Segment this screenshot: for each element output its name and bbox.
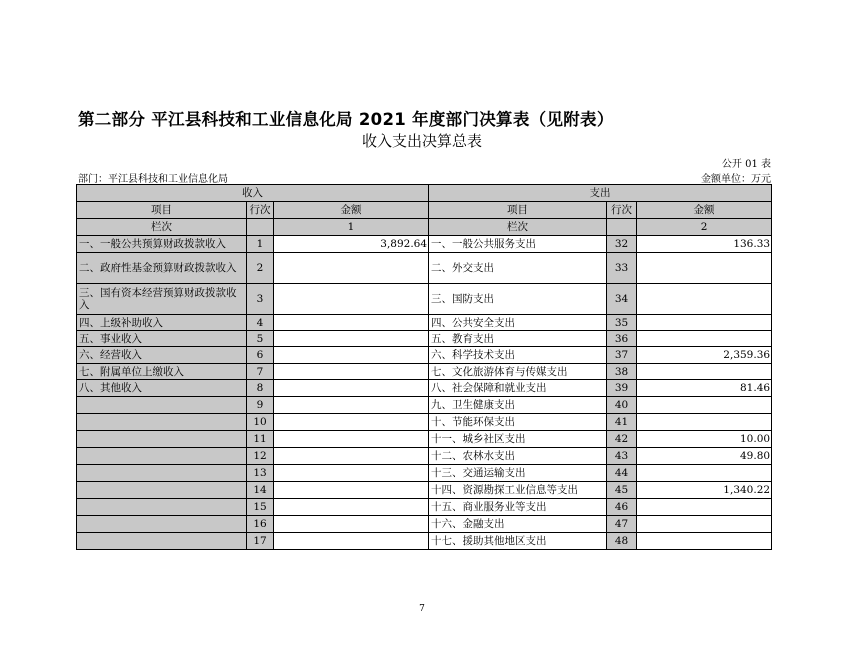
table-row (77, 347, 772, 364)
income-rowno-header: 行次 (247, 202, 274, 219)
income-amount (274, 397, 429, 414)
income-item (77, 499, 247, 516)
income-item: 四、上级补助收入 (77, 315, 247, 331)
expense-amount: 2,359.36 (637, 347, 772, 364)
table-row (77, 331, 772, 347)
expense-amount: 1,340.22 (637, 482, 772, 499)
income-row-number: 2 (247, 253, 274, 284)
income-amount (274, 516, 429, 533)
page-title: 第二部分 平江县科技和工业信息化局 2021 年度部门决算表（见附表） (78, 110, 614, 129)
unit-label: 金额单位：万元 (701, 174, 771, 185)
income-row-number: 11 (247, 431, 274, 448)
expense-row-number: 35 (607, 315, 637, 331)
income-item (77, 533, 247, 550)
expense-row-number: 47 (607, 516, 637, 533)
expense-item: 十六、金融支出 (429, 516, 607, 533)
income-row-number: 3 (247, 284, 274, 315)
table-row (77, 284, 772, 315)
income-amount (274, 380, 429, 397)
income-amount: 3,892.64 (274, 236, 429, 253)
expense-amount (637, 516, 772, 533)
income-item: 三、国有资本经营预算财政拨款收入 (77, 284, 247, 315)
table-row (77, 236, 772, 253)
expense-item: 七、文化旅游体育与传媒支出 (429, 364, 607, 380)
income-amount (274, 448, 429, 465)
table-row (77, 533, 772, 550)
table-row (77, 499, 772, 516)
expense-row-number: 41 (607, 414, 637, 431)
income-row-number: 4 (247, 315, 274, 331)
expense-row-number: 42 (607, 431, 637, 448)
income-amount (274, 284, 429, 315)
income-column-number: 1 (274, 219, 429, 236)
expense-row-number: 44 (607, 465, 637, 482)
income-row-number: 10 (247, 414, 274, 431)
expense-item: 二、外交支出 (429, 253, 607, 284)
expense-amount: 136.33 (637, 236, 772, 253)
expense-amount: 49.80 (637, 448, 772, 465)
section-header-row (77, 185, 772, 202)
income-row-number: 17 (247, 533, 274, 550)
table-row (77, 516, 772, 533)
expense-item: 十一、城乡社区支出 (429, 431, 607, 448)
table-row (77, 364, 772, 380)
income-row-number: 16 (247, 516, 274, 533)
income-item: 八、其他收入 (77, 380, 247, 397)
income-amount-header: 金额 (274, 202, 429, 219)
income-item (77, 516, 247, 533)
income-row-number: 1 (247, 236, 274, 253)
expense-row-number: 48 (607, 533, 637, 550)
expense-row-number: 45 (607, 482, 637, 499)
income-row-number: 5 (247, 331, 274, 347)
expense-item: 十四、资源勘探工业信息等支出 (429, 482, 607, 499)
expense-column-blank (607, 219, 637, 236)
income-amount (274, 465, 429, 482)
expense-amount (637, 465, 772, 482)
income-row-number: 15 (247, 499, 274, 516)
expense-amount: 10.00 (637, 431, 772, 448)
table-row (77, 414, 772, 431)
expense-amount (637, 397, 772, 414)
income-item (77, 448, 247, 465)
income-column-blank (247, 219, 274, 236)
income-item (77, 414, 247, 431)
expense-item-header: 项目 (429, 202, 607, 219)
table-row (77, 315, 772, 331)
income-amount (274, 533, 429, 550)
income-header: 收入 (77, 185, 429, 202)
income-item: 二、政府性基金预算财政拨款收入 (77, 253, 247, 284)
expense-amount-header: 金额 (637, 202, 772, 219)
income-item (77, 397, 247, 414)
expense-item: 三、国防支出 (429, 284, 607, 315)
expense-amount (637, 364, 772, 380)
table-row (77, 253, 772, 284)
expense-item: 十三、交通运输支出 (429, 465, 607, 482)
table-row (77, 380, 772, 397)
expense-row-number: 40 (607, 397, 637, 414)
expense-amount (637, 331, 772, 347)
expense-item: 四、公共安全支出 (429, 315, 607, 331)
expense-amount (637, 533, 772, 550)
expense-column-label: 栏次 (429, 219, 607, 236)
expense-column-number: 2 (637, 219, 772, 236)
income-column-label: 栏次 (77, 219, 247, 236)
expense-item: 十七、援助其他地区支出 (429, 533, 607, 550)
income-item-header: 项目 (77, 202, 247, 219)
income-amount (274, 499, 429, 516)
expense-item: 十五、商业服务业等支出 (429, 499, 607, 516)
expense-row-number: 36 (607, 331, 637, 347)
expense-item: 十二、农林水支出 (429, 448, 607, 465)
expense-item: 六、科学技术支出 (429, 347, 607, 364)
income-row-number: 8 (247, 380, 274, 397)
table-title: 收入支出决算总表 (361, 132, 482, 150)
expense-row-number: 39 (607, 380, 637, 397)
income-amount (274, 253, 429, 284)
income-item (77, 431, 247, 448)
table-row (77, 397, 772, 414)
income-item: 五、事业收入 (77, 331, 247, 347)
expense-item: 一、一般公共服务支出 (429, 236, 607, 253)
expense-item: 十、节能环保支出 (429, 414, 607, 431)
income-item: 一、一般公共预算财政拨款收入 (77, 236, 247, 253)
income-row-number: 7 (247, 364, 274, 380)
income-amount (274, 431, 429, 448)
income-row-number: 14 (247, 482, 274, 499)
income-amount (274, 364, 429, 380)
table-row (77, 465, 772, 482)
expense-row-number: 46 (607, 499, 637, 516)
income-amount (274, 331, 429, 347)
page-number: 7 (419, 604, 425, 614)
expense-amount (637, 315, 772, 331)
summary-table (76, 184, 772, 550)
income-row-number: 6 (247, 347, 274, 364)
income-amount (274, 414, 429, 431)
column-header-row (77, 202, 772, 219)
income-item (77, 482, 247, 499)
form-code: 公开 01 表 (721, 159, 771, 170)
table-row (77, 431, 772, 448)
expense-amount (637, 499, 772, 516)
expense-rowno-header: 行次 (607, 202, 637, 219)
expense-row-number: 43 (607, 448, 637, 465)
column-number-row (77, 219, 772, 236)
expense-row-number: 38 (607, 364, 637, 380)
income-item (77, 465, 247, 482)
income-item: 七、附属单位上缴收入 (77, 364, 247, 380)
expense-row-number: 37 (607, 347, 637, 364)
income-row-number: 12 (247, 448, 274, 465)
expense-amount (637, 414, 772, 431)
expense-row-number: 34 (607, 284, 637, 315)
income-amount (274, 347, 429, 364)
expense-row-number: 33 (607, 253, 637, 284)
expense-amount: 81.46 (637, 380, 772, 397)
expense-item: 九、卫生健康支出 (429, 397, 607, 414)
income-amount (274, 315, 429, 331)
expense-amount (637, 284, 772, 315)
department-label: 部门：平江县科技和工业信息化局 (78, 174, 228, 185)
income-row-number: 9 (247, 397, 274, 414)
income-item: 六、经营收入 (77, 347, 247, 364)
expense-header: 支出 (429, 185, 772, 202)
expense-item: 八、社会保障和就业支出 (429, 380, 607, 397)
income-amount (274, 482, 429, 499)
expense-item: 五、教育支出 (429, 331, 607, 347)
table-row (77, 482, 772, 499)
expense-amount (637, 253, 772, 284)
table-row (77, 448, 772, 465)
expense-row-number: 32 (607, 236, 637, 253)
income-row-number: 13 (247, 465, 274, 482)
